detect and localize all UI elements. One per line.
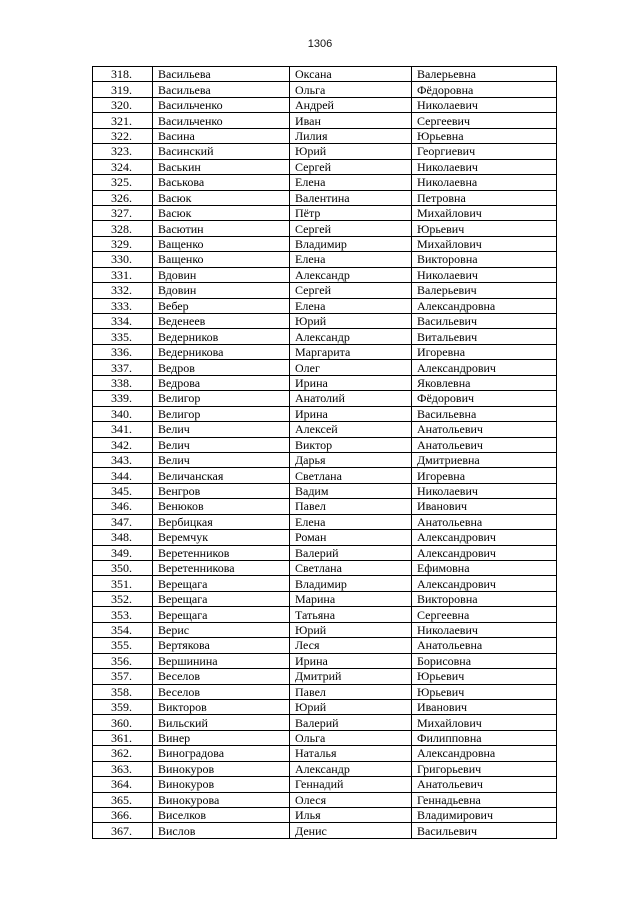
- patronymic: Григорьевич: [412, 761, 557, 776]
- last-name: Велич: [153, 452, 290, 467]
- first-name: Андрей: [290, 97, 412, 112]
- row-number: 343.: [93, 452, 153, 467]
- last-name: Ведерников: [153, 329, 290, 344]
- last-name: Васильева: [153, 82, 290, 97]
- last-name: Винокуров: [153, 761, 290, 776]
- table-row: [93, 483, 557, 498]
- patronymic: Сергеевна: [412, 607, 557, 622]
- first-name: Лилия: [290, 128, 412, 143]
- last-name: Вдовин: [153, 283, 290, 298]
- patronymic: Юрьевич: [412, 221, 557, 236]
- patronymic: Геннадьевна: [412, 792, 557, 807]
- last-name: Ващенко: [153, 236, 290, 251]
- first-name: Ирина: [290, 375, 412, 390]
- first-name: Дмитрий: [290, 669, 412, 684]
- last-name: Васина: [153, 128, 290, 143]
- table-row: [93, 561, 557, 576]
- first-name: Денис: [290, 823, 412, 838]
- first-name: Наталья: [290, 746, 412, 761]
- patronymic: Александрович: [412, 530, 557, 545]
- last-name: Васюк: [153, 190, 290, 205]
- table-row: [93, 391, 557, 406]
- row-number: 350.: [93, 561, 153, 576]
- row-number: 335.: [93, 329, 153, 344]
- row-number: 358.: [93, 684, 153, 699]
- last-name: Веденеев: [153, 314, 290, 329]
- patronymic: Игоревна: [412, 468, 557, 483]
- table-row: [93, 777, 557, 792]
- row-number: 321.: [93, 113, 153, 128]
- last-name: Вербицкая: [153, 514, 290, 529]
- patronymic: Николаевич: [412, 483, 557, 498]
- names-table: [92, 66, 557, 839]
- row-number: 330.: [93, 252, 153, 267]
- last-name: Васютин: [153, 221, 290, 236]
- table-row: [93, 314, 557, 329]
- patronymic: Сергеевич: [412, 113, 557, 128]
- patronymic: Николаевич: [412, 267, 557, 282]
- last-name: Васькова: [153, 175, 290, 190]
- patronymic: Юрьевна: [412, 128, 557, 143]
- last-name: Ведров: [153, 360, 290, 375]
- first-name: Светлана: [290, 468, 412, 483]
- table-row: [93, 576, 557, 591]
- first-name: Алексей: [290, 422, 412, 437]
- first-name: Валерий: [290, 545, 412, 560]
- table-row: [93, 298, 557, 313]
- row-number: 360.: [93, 715, 153, 730]
- first-name: Валерий: [290, 715, 412, 730]
- last-name: Велич: [153, 422, 290, 437]
- table-row: [93, 452, 557, 467]
- last-name: Верещага: [153, 591, 290, 606]
- patronymic: Васильевич: [412, 823, 557, 838]
- row-number: 354.: [93, 622, 153, 637]
- table-row: [93, 144, 557, 159]
- page-number: 1306: [307, 38, 333, 50]
- patronymic: Михайлович: [412, 205, 557, 220]
- row-number: 355.: [93, 638, 153, 653]
- last-name: Велигор: [153, 406, 290, 421]
- first-name: Елена: [290, 252, 412, 267]
- row-number: 324.: [93, 159, 153, 174]
- patronymic: Ефимовна: [412, 561, 557, 576]
- row-number: 318.: [93, 67, 153, 82]
- first-name: Владимир: [290, 576, 412, 591]
- table-row: [93, 422, 557, 437]
- table-row: [93, 252, 557, 267]
- table-row: [93, 67, 557, 82]
- table-row: [93, 175, 557, 190]
- first-name: Оксана: [290, 67, 412, 82]
- last-name: Величанская: [153, 468, 290, 483]
- patronymic: Анатольевна: [412, 514, 557, 529]
- first-name: Юрий: [290, 622, 412, 637]
- row-number: 338.: [93, 375, 153, 390]
- patronymic: Александрович: [412, 576, 557, 591]
- row-number: 364.: [93, 777, 153, 792]
- table-row: [93, 792, 557, 807]
- last-name: Веретенникова: [153, 561, 290, 576]
- patronymic: Александрович: [412, 545, 557, 560]
- patronymic: Михайлович: [412, 236, 557, 251]
- patronymic: Александрович: [412, 360, 557, 375]
- last-name: Винер: [153, 730, 290, 745]
- last-name: Вебер: [153, 298, 290, 313]
- table-row: [93, 329, 557, 344]
- last-name: Вертякова: [153, 638, 290, 653]
- patronymic: Яковлевна: [412, 375, 557, 390]
- table-row: [93, 437, 557, 452]
- row-number: 342.: [93, 437, 153, 452]
- table-row: [93, 236, 557, 251]
- row-number: 336.: [93, 344, 153, 359]
- patronymic: Васильевна: [412, 406, 557, 421]
- row-number: 348.: [93, 530, 153, 545]
- last-name: Веселов: [153, 684, 290, 699]
- first-name: Ирина: [290, 653, 412, 668]
- patronymic: Анатольевич: [412, 437, 557, 452]
- patronymic: Валерьевна: [412, 67, 557, 82]
- table-row: [93, 638, 557, 653]
- row-number: 341.: [93, 422, 153, 437]
- row-number: 319.: [93, 82, 153, 97]
- last-name: Велигор: [153, 391, 290, 406]
- table-row: [93, 622, 557, 637]
- table-row: [93, 823, 557, 838]
- patronymic: Викторовна: [412, 252, 557, 267]
- row-number: 363.: [93, 761, 153, 776]
- row-number: 347.: [93, 514, 153, 529]
- table-row: [93, 267, 557, 282]
- patronymic: Александровна: [412, 746, 557, 761]
- table-row: [93, 591, 557, 606]
- first-name: Маргарита: [290, 344, 412, 359]
- row-number: 332.: [93, 283, 153, 298]
- row-number: 346.: [93, 499, 153, 514]
- row-number: 337.: [93, 360, 153, 375]
- first-name: Елена: [290, 175, 412, 190]
- row-number: 352.: [93, 591, 153, 606]
- table-row: [93, 514, 557, 529]
- table-row: [93, 344, 557, 359]
- names-table-body: [93, 67, 557, 839]
- last-name: Васюк: [153, 205, 290, 220]
- row-number: 345.: [93, 483, 153, 498]
- last-name: Верис: [153, 622, 290, 637]
- patronymic: Иванович: [412, 499, 557, 514]
- patronymic: Валерьевич: [412, 283, 557, 298]
- row-number: 328.: [93, 221, 153, 236]
- last-name: Ведерникова: [153, 344, 290, 359]
- patronymic: Викторовна: [412, 591, 557, 606]
- table-row: [93, 406, 557, 421]
- row-number: 367.: [93, 823, 153, 838]
- table-row: [93, 283, 557, 298]
- table-row: [93, 715, 557, 730]
- last-name: Виселков: [153, 808, 290, 823]
- first-name: Илья: [290, 808, 412, 823]
- table-row: [93, 499, 557, 514]
- first-name: Сергей: [290, 283, 412, 298]
- table-row: [93, 82, 557, 97]
- first-name: Иван: [290, 113, 412, 128]
- table-row: [93, 159, 557, 174]
- patronymic: Фёдоровна: [412, 82, 557, 97]
- first-name: Пётр: [290, 205, 412, 220]
- table-row: [93, 746, 557, 761]
- first-name: Вадим: [290, 483, 412, 498]
- first-name: Марина: [290, 591, 412, 606]
- table-row: [93, 128, 557, 143]
- first-name: Александр: [290, 329, 412, 344]
- patronymic: Игоревна: [412, 344, 557, 359]
- last-name: Венгров: [153, 483, 290, 498]
- last-name: Викторов: [153, 699, 290, 714]
- row-number: 353.: [93, 607, 153, 622]
- row-number: 331.: [93, 267, 153, 282]
- first-name: Юрий: [290, 314, 412, 329]
- last-name: Васильева: [153, 67, 290, 82]
- last-name: Виноградова: [153, 746, 290, 761]
- row-number: 322.: [93, 128, 153, 143]
- first-name: Александр: [290, 267, 412, 282]
- row-number: 344.: [93, 468, 153, 483]
- last-name: Васильченко: [153, 113, 290, 128]
- first-name: Светлана: [290, 561, 412, 576]
- patronymic: Георгиевич: [412, 144, 557, 159]
- last-name: Верещага: [153, 607, 290, 622]
- first-name: Геннадий: [290, 777, 412, 792]
- first-name: Елена: [290, 298, 412, 313]
- first-name: Татьяна: [290, 607, 412, 622]
- table-row: [93, 545, 557, 560]
- first-name: Павел: [290, 684, 412, 699]
- patronymic: Витальевич: [412, 329, 557, 344]
- patronymic: Николаевна: [412, 175, 557, 190]
- last-name: Веретенников: [153, 545, 290, 560]
- row-number: 357.: [93, 669, 153, 684]
- first-name: Ольга: [290, 82, 412, 97]
- last-name: Вдовин: [153, 267, 290, 282]
- row-number: 340.: [93, 406, 153, 421]
- row-number: 349.: [93, 545, 153, 560]
- first-name: Александр: [290, 761, 412, 776]
- table-row: [93, 97, 557, 112]
- last-name: Велич: [153, 437, 290, 452]
- table-row: [93, 221, 557, 236]
- first-name: Валентина: [290, 190, 412, 205]
- patronymic: Филипповна: [412, 730, 557, 745]
- patronymic: Владимирович: [412, 808, 557, 823]
- table-row: [93, 607, 557, 622]
- last-name: Вершинина: [153, 653, 290, 668]
- table-row: [93, 113, 557, 128]
- patronymic: Анатольевич: [412, 422, 557, 437]
- last-name: Ведрова: [153, 375, 290, 390]
- table-row: [93, 730, 557, 745]
- patronymic: Борисовна: [412, 653, 557, 668]
- first-name: Павел: [290, 499, 412, 514]
- last-name: Васькин: [153, 159, 290, 174]
- first-name: Виктор: [290, 437, 412, 452]
- first-name: Дарья: [290, 452, 412, 467]
- last-name: Венюков: [153, 499, 290, 514]
- first-name: Елена: [290, 514, 412, 529]
- patronymic: Юрьевич: [412, 669, 557, 684]
- row-number: 326.: [93, 190, 153, 205]
- row-number: 365.: [93, 792, 153, 807]
- row-number: 362.: [93, 746, 153, 761]
- first-name: Юрий: [290, 144, 412, 159]
- first-name: Леся: [290, 638, 412, 653]
- row-number: 327.: [93, 205, 153, 220]
- last-name: Вильский: [153, 715, 290, 730]
- last-name: Вислов: [153, 823, 290, 838]
- first-name: Ирина: [290, 406, 412, 421]
- table-row: [93, 669, 557, 684]
- row-number: 361.: [93, 730, 153, 745]
- last-name: Веремчук: [153, 530, 290, 545]
- table-row: [93, 653, 557, 668]
- patronymic: Иванович: [412, 699, 557, 714]
- row-number: 351.: [93, 576, 153, 591]
- row-number: 356.: [93, 653, 153, 668]
- first-name: Юрий: [290, 699, 412, 714]
- last-name: Винокуров: [153, 777, 290, 792]
- row-number: 329.: [93, 236, 153, 251]
- patronymic: Анатольевна: [412, 638, 557, 653]
- row-number: 323.: [93, 144, 153, 159]
- last-name: Васинский: [153, 144, 290, 159]
- last-name: Васильченко: [153, 97, 290, 112]
- first-name: Владимир: [290, 236, 412, 251]
- first-name: Олеся: [290, 792, 412, 807]
- last-name: Ващенко: [153, 252, 290, 267]
- patronymic: Дмитриевна: [412, 452, 557, 467]
- first-name: Анатолий: [290, 391, 412, 406]
- table-row: [93, 699, 557, 714]
- patronymic: Николаевич: [412, 622, 557, 637]
- row-number: 320.: [93, 97, 153, 112]
- patronymic: Николаевич: [412, 159, 557, 174]
- patronymic: Юрьевич: [412, 684, 557, 699]
- table-row: [93, 190, 557, 205]
- row-number: 359.: [93, 699, 153, 714]
- table-row: [93, 761, 557, 776]
- table-row: [93, 684, 557, 699]
- last-name: Верещага: [153, 576, 290, 591]
- table-row: [93, 468, 557, 483]
- table-row: [93, 360, 557, 375]
- last-name: Веселов: [153, 669, 290, 684]
- table-row: [93, 205, 557, 220]
- row-number: 334.: [93, 314, 153, 329]
- first-name: Олег: [290, 360, 412, 375]
- row-number: 366.: [93, 808, 153, 823]
- patronymic: Васильевич: [412, 314, 557, 329]
- patronymic: Николаевич: [412, 97, 557, 112]
- table-row: [93, 375, 557, 390]
- patronymic: Петровна: [412, 190, 557, 205]
- table-row: [93, 808, 557, 823]
- patronymic: Анатольевич: [412, 777, 557, 792]
- table-row: [93, 530, 557, 545]
- first-name: Ольга: [290, 730, 412, 745]
- row-number: 333.: [93, 298, 153, 313]
- patronymic: Михайлович: [412, 715, 557, 730]
- first-name: Роман: [290, 530, 412, 545]
- first-name: Сергей: [290, 159, 412, 174]
- row-number: 325.: [93, 175, 153, 190]
- last-name: Винокурова: [153, 792, 290, 807]
- patronymic: Фёдорович: [412, 391, 557, 406]
- first-name: Сергей: [290, 221, 412, 236]
- row-number: 339.: [93, 391, 153, 406]
- patronymic: Александровна: [412, 298, 557, 313]
